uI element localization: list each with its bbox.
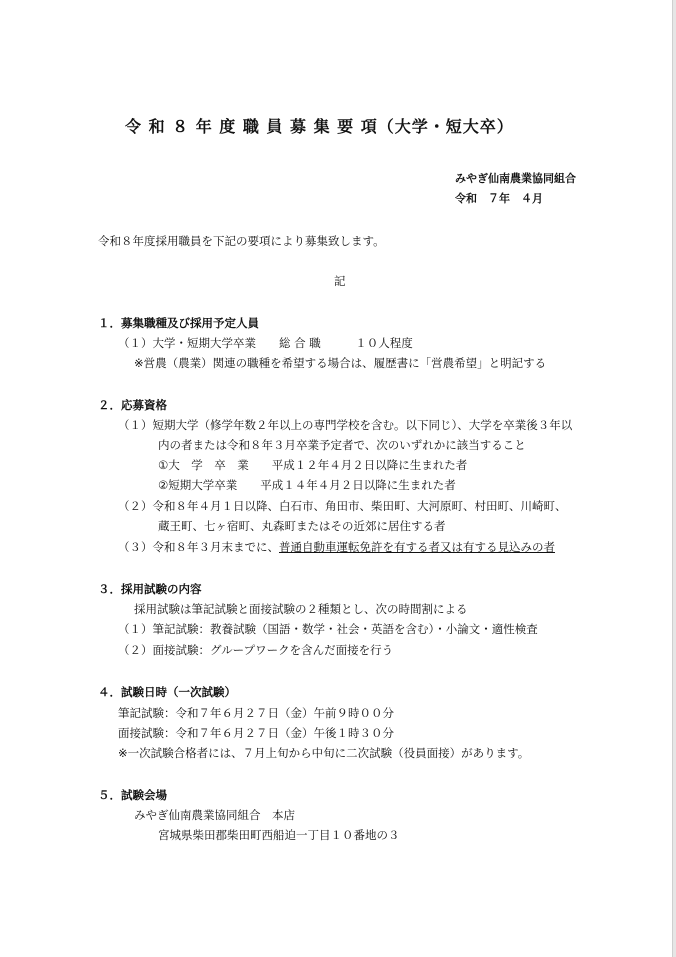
section-2-heading: ２．応募資格 [98,398,167,412]
section-3-intro: 採用試験は筆記試験と面接試験の２種類とし、次の時間割による [134,602,468,616]
section-3-line1: （１）筆記試験：教養試験（国語・数学・社会・英語を含む）・小論文・適性検査 [118,622,538,636]
section-4-note: ※一次試験合格者には、７月上旬から中旬に二次試験（役員面接）があります。 [118,746,530,760]
section-3-heading: ３．採用試験の内容 [98,582,202,596]
section-2-item3 [118,540,555,554]
section-3-line2: （２）面接試験：グループワークを含んだ面接を行う [118,643,394,657]
section-1-line: （１）大学・短期大学卒業 総 合 職 １０人程度 [118,336,413,350]
document-title: 令 和 ８ 年 度 職 員 募 集 要 項（大学・短大卒） [125,117,514,136]
section-4-heading: ４．試験日時（一次試験） [98,685,236,699]
section-1-note: ※営農（農業）関連の職種を希望する場合は、履歴書に「営農希望」と明記する [134,356,547,370]
section-2-item1-line2: 内の者または令和８年３月卒業予定者で、次のいずれかに該当すること [158,438,526,452]
section-4-written-exam: 筆記試験：令和７年６月２７日（金）午前９時００分 [118,706,394,720]
organization-name: みやぎ仙南農業協同組合 [455,172,576,185]
section-2-item1-line1: （１）短期大学（修学年数２年以上の専門学校を含む。以下同じ）、大学を卒業後３年以 [118,418,573,432]
section-5-heading: ５．試験会場 [98,788,167,802]
intro-text: 令和８年度採用職員を下記の要項により募集致します。 [98,234,385,248]
section-2-item3-prefix: （３）令和８年３月末までに、 [118,540,279,554]
section-2-item3-license: 普通自動車運転免許を有する者又は有する見込みの者 [279,540,555,554]
section-2-item2-line2: 蔵王町、七ヶ宿町、丸森町またはその近郊に居住する者 [158,519,446,533]
section-2-item2-line1: （２）令和８年４月１日以降、白石市、角田市、柴田町、大河原町、村田町、川崎町、 [118,499,567,513]
ki-label: 記 [334,274,346,288]
section-2-item1-sub1: ①大 学 卒 業 平成１２年４月２日以降に生まれた者 [158,458,468,472]
section-5-address: 宮城県柴田郡柴田町西船迫一丁目１０番地の３ [158,828,400,842]
section-4-interview: 面接試験：令和７年６月２７日（金）午後１時３０分 [118,726,394,740]
section-1-heading: １．募集職種及び採用予定人員 [98,316,259,330]
issue-date: 令和 ７年 ４月 [455,192,543,205]
section-2-item1-sub2: ②短期大学卒業 平成１４年４月２日以降に生まれた者 [158,478,456,492]
section-5-venue: みやぎ仙南農業協同組合 本店 [134,808,295,822]
